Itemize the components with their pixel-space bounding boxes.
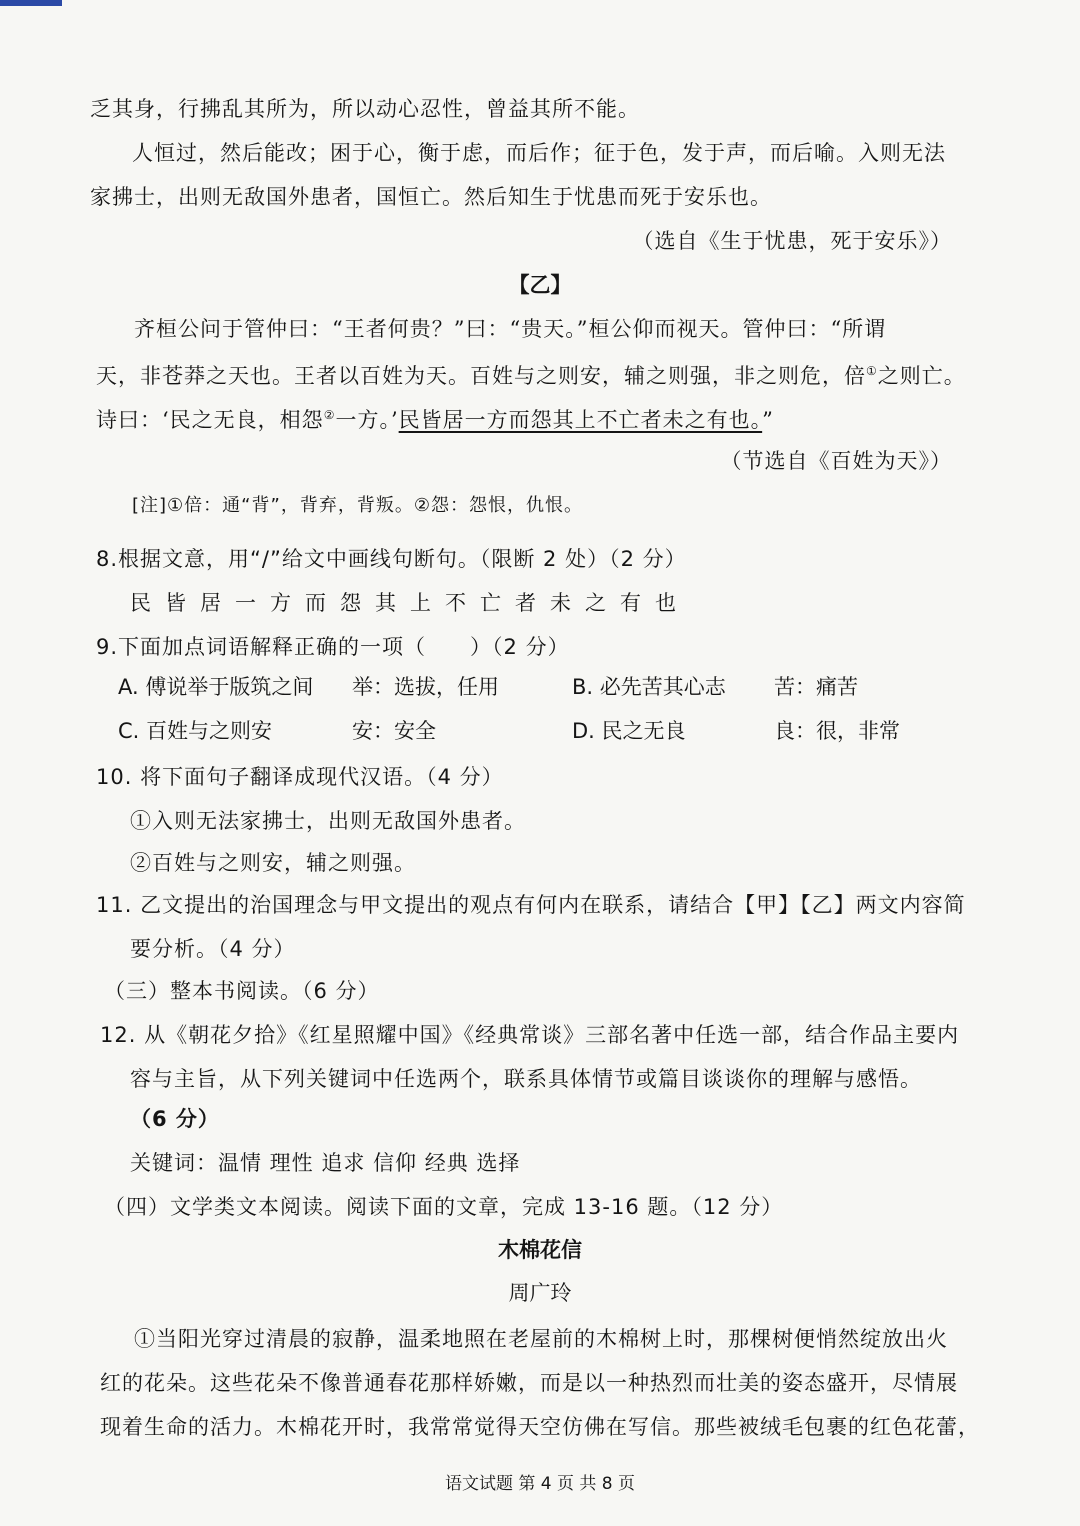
question-12: 12. 从《朝花夕拾》《红星照耀中国》《经典常谈》三部名著中任选一部，结合作品主要内 <box>100 1023 960 1047</box>
annotation-notes: [注]①倍：通“背”，背弃，背叛。②怨：怨恨，仇恨。 <box>132 495 583 516</box>
footnote-marker: ② <box>323 408 336 422</box>
page-footer: 语文试题 第 4 页 共 8 页 <box>444 1474 636 1494</box>
article-author: 周广玲 <box>508 1281 572 1305</box>
article-paragraph-line: ①当阳光穿过清晨的寂静，温柔地照在老屋前的木棉树上时，那棵树便悄然绽放出火 <box>134 1327 948 1351</box>
source-citation: （节选自《百姓为天》） <box>720 449 952 473</box>
article-title: 木棉花信 <box>498 1238 582 1262</box>
option-a: A. 傅说举于版筑之间 <box>118 675 314 699</box>
section-3-heading: （三）整本书阅读。（6 分） <box>104 979 380 1003</box>
option-b: B. 必先苦其心志 <box>572 675 726 699</box>
question-12-score: （6 分） <box>130 1107 220 1131</box>
passage-line: 诗曰：‘民之无良，相怨②一方。’民皆居一方而怨其上不亡者未之有也。” <box>96 408 774 432</box>
scan-corner-mark <box>0 0 62 6</box>
question-10-item: ①入则无法家拂士，出则无敌国外患者。 <box>130 809 526 833</box>
option-d-definition: 良：很，非常 <box>774 719 900 743</box>
passage-line: 齐桓公问于管仲曰：“王者何贵？”曰：“贵天。”桓公仰而视天。管仲曰：“所谓 <box>134 317 887 341</box>
underlined-sentence: 民皆居一方而怨其上不亡者未之有也。 <box>398 408 763 432</box>
section-4-heading: （四）文学类文本阅读。阅读下面的文章，完成 13-16 题。（12 分） <box>104 1195 784 1219</box>
question-9: 9.下面加点词语解释正确的一项（ ）（2 分） <box>96 635 570 659</box>
option-c-definition: 安：安全 <box>352 719 436 743</box>
passage-line: 乏其身，行拂乱其所为，所以动心忍性，曾益其所不能。 <box>90 97 640 121</box>
passage-line: 天，非苍莽之天也。王者以百姓为天。百姓与之则安，辅之则强，非之则危，倍①之则亡。 <box>96 364 966 388</box>
option-a-definition: 举：选拔，任用 <box>352 675 499 699</box>
question-11: 11. 乙文提出的治国理念与甲文提出的观点有何内在联系，请结合【甲】【乙】两文内容简 <box>96 893 966 917</box>
option-c: C. 百姓与之则安 <box>118 719 273 743</box>
source-citation: （选自《生于忧患，死于安乐》） <box>632 229 952 253</box>
keywords-line: 关键词：温情 理性 追求 信仰 经典 选择 <box>130 1151 521 1175</box>
question-10: 10. 将下面句子翻译成现代汉语。（4 分） <box>96 765 504 789</box>
question-10-item: ②百姓与之则安，辅之则强。 <box>130 851 416 875</box>
passage-line: 家拂士，出则无敌国外患者，国恒亡。然后知生于忧患而死于安乐也。 <box>90 185 772 209</box>
footnote-marker: ① <box>866 364 878 378</box>
article-paragraph-line: 红的花朵。这些花朵不像普通春花那样娇嫩，而是以一种热烈而壮美的姿态盛开，尽情展 <box>100 1371 958 1395</box>
article-paragraph-line: 现着生命的活力。木棉花开时，我常常觉得天空仿佛在写信。那些被绒毛包裹的红色花蕾， <box>100 1415 980 1439</box>
option-d: D. 民之无良 <box>572 719 686 743</box>
question-11-continued: 要分析。（4 分） <box>130 937 296 961</box>
option-b-definition: 苦：痛苦 <box>774 675 858 699</box>
section-heading-yi: 【乙】 <box>508 272 572 297</box>
question-12-continued: 容与主旨，从下列关键词中任选两个，联系具体情节或篇目谈谈你的理解与感悟。 <box>130 1067 922 1091</box>
question-8-sentence: 民皆居一方而怨其上不亡者未之有也 <box>130 591 690 615</box>
question-8: 8.根据文意，用“/”给文中画线句断句。（限断 2 处）（2 分） <box>96 547 687 571</box>
passage-line: 人恒过，然后能改；困于心，衡于虑，而后作；征于色，发于声，而后喻。入则无法 <box>132 141 946 165</box>
